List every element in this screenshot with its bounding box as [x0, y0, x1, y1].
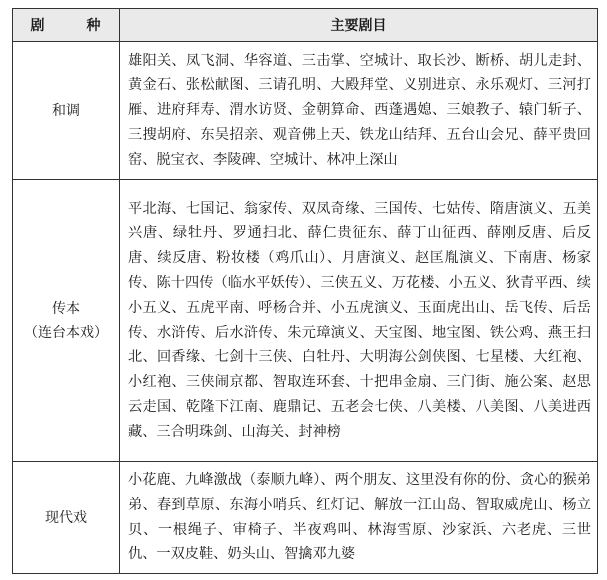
header-genre: 剧 种 [13, 9, 120, 42]
table-row [13, 42, 598, 180]
genre-cell [13, 180, 120, 462]
table-row [13, 462, 598, 574]
genre-name: 现代戏 [45, 509, 87, 526]
table-row [13, 180, 598, 462]
genre-name: 和调 [52, 102, 80, 119]
plays-cell: 平北海、七国记、翁家传、双凤奇缘、三国传、七姑传、隋唐演义、五美兴唐、绿牡丹、罗通扫北、薛仁贵征东、薛丁山征西、薛刚反唐、后反唐、续反唐、粉妆楼（鸡爪山）、月唐演义、赵匡胤演义、下南唐、杨家传、陈十四传（临水平妖传）、三侠五义、万花楼、小五义、狄青平西、续小五义、五虎平南、呼杨合并、小五虎演义、玉面虎出山、岳飞传、后岳传、水浒传、后水浒传、朱元璋演义、天宝图、地宝图、铁公鸡、燕王扫北、回香缘、七剑十三侠、白牡丹、大明海公剑侠图、七星楼、大红袍、小红袍、三侠闹京都、智取连环套、十把串金扇、三门街、施公案、赵思云走国、乾隆下江南、鹿鼎记、五老会七侠、八美楼、八美图、八美进西藏、三合明珠剑、山海关、封神榜 [120, 180, 598, 462]
genre-name: 传本 [52, 300, 80, 317]
plays-cell: 雄阳关、凤飞洞、华容道、三击掌、空城计、取长沙、断桥、胡儿走封、黄金石、张松献图、三请孔明、大殿拜堂、义别进京、永乐观灯、三河打雁、进府拜寿、渭水访贤、金朝算命、西蓬遇媳、三娘教子、辕门斩子、三搜胡府、东吴招亲、观音佛上天、铁龙山结拜、五台山会兄、薛平贵回窑、脱宝衣、李陵碑、空城计、林冲上深山 [120, 42, 598, 180]
repertoire-table [12, 8, 598, 574]
plays-cell: 小花鹿、九峰激战（泰顺九峰）、两个朋友、这里没有你的份、贪心的猴弟弟、春到草原、东海小哨兵、红灯记、解放一江山岛、智取威虎山、杨立贝、一根绳子、审椅子、半夜鸡叫、林海雪原、沙家浜、六老虎、三世仇、一双皮鞋、奶头山、智擒邓九婆 [120, 462, 598, 574]
genre-subtitle: （连台本戏） [24, 324, 108, 341]
genre-cell [13, 42, 120, 180]
genre-cell [13, 462, 120, 574]
header-plays: 主要剧目 [120, 9, 598, 42]
table-header-row [13, 9, 598, 42]
